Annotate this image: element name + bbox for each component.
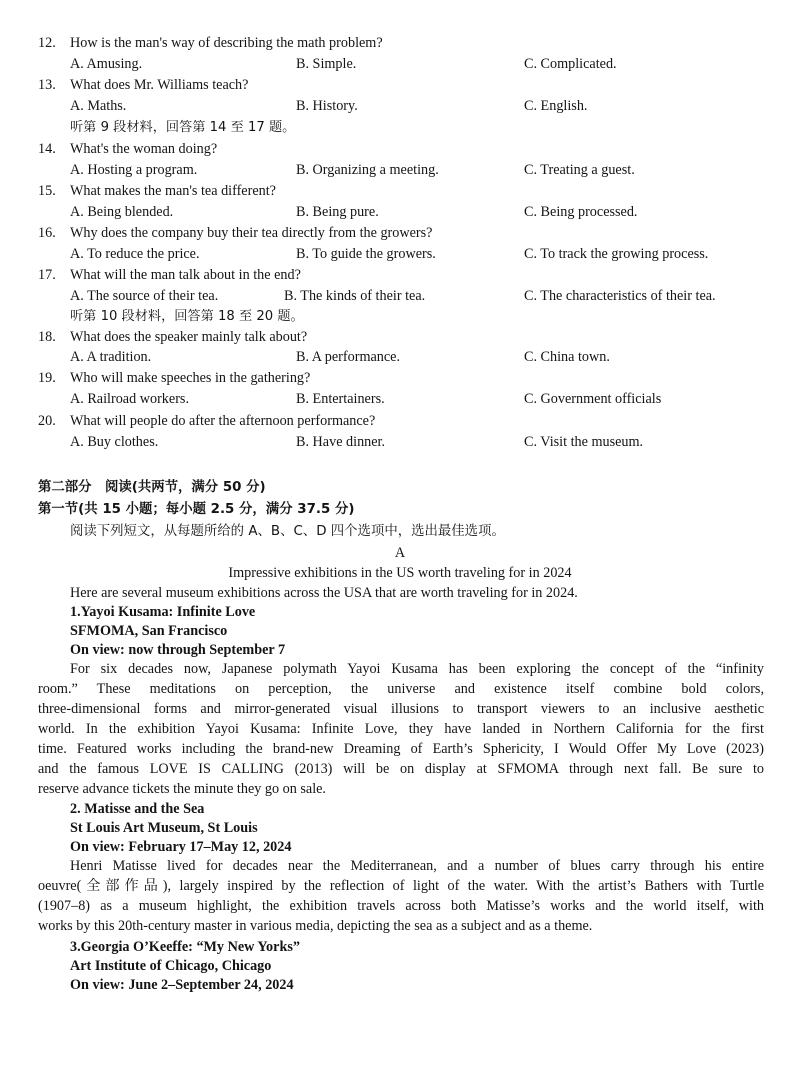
- exhibit-1-dates: On view: now through September 7: [70, 642, 286, 658]
- option-14-c: C. Treating a guest.: [524, 162, 635, 178]
- option-19-c: C. Government officials: [524, 391, 662, 407]
- instruction: 阅读下列短文，从每题所给的 A、B、C、D 四个选项中，选出最佳选项。: [70, 524, 505, 539]
- section-10-note: 听第 10 段材料，回答第 18 至 20 题。: [70, 309, 304, 324]
- exhibit-2-para-line-2: oeuvre(全部作品), largely inspired by the reflection of light of the water. With the artist’s Bathers with Turtle: [38, 878, 764, 894]
- question-13: 13. What does Mr. Williams teach?: [38, 77, 249, 93]
- exhibit-1-venue: SFMOMA, San Francisco: [70, 623, 228, 639]
- exhibit-1-title: 1.Yayoi Kusama: Infinite Love: [70, 604, 256, 620]
- part-title: 第二部分 阅读(共两节，满分 50 分): [38, 480, 266, 495]
- question-19: 19. Who will make speeches in the gathering?: [38, 370, 311, 386]
- option-20-a: A. Buy clothes.: [70, 434, 159, 450]
- option-20-c: C. Visit the museum.: [524, 434, 644, 450]
- section-9-note: 听第 9 段材料，回答第 14 至 17 题。: [70, 120, 296, 135]
- option-19-b: B. Entertainers.: [296, 391, 385, 407]
- option-18-a: A. A tradition.: [70, 349, 152, 365]
- option-18-b: B. A performance.: [296, 349, 401, 365]
- option-15-a: A. Being blended.: [70, 204, 174, 220]
- exhibit-3-venue: Art Institute of Chicago, Chicago: [70, 958, 272, 974]
- passage-title: Impressive exhibitions in the US worth traveling for in 2024: [228, 565, 572, 581]
- option-19-a: A. Railroad workers.: [70, 391, 189, 407]
- exhibit-2-title: 2. Matisse and the Sea: [70, 801, 205, 817]
- exhibit-1-para-line-2: room.” These meditations on perception, the universe and existence itself combine bold colors,: [38, 681, 764, 697]
- exhibit-2-para-line-1: Henri Matisse lived for decades near the Mediterranean, and a number of blues carry through his entire: [70, 858, 764, 874]
- option-12-c: C. Complicated.: [524, 56, 617, 72]
- exhibit-2-venue: St Louis Art Museum, St Louis: [70, 820, 258, 836]
- exhibit-1-para-line-1: For six decades now, Japanese polymath Yayoi Kusama has been exploring the concept of the “infinity: [70, 661, 764, 677]
- exhibit-1-para-line-3: three-dimensional forms and mirror-generated visual illusions to transport viewers to an inclusive aesthetic: [38, 701, 764, 717]
- option-12-a: A. Amusing.: [70, 56, 143, 72]
- exhibit-1-para-line-7: reserve advance tickets the minute they go on sale.: [38, 781, 326, 797]
- passage-letter: A: [394, 545, 406, 561]
- option-18-c: C. China town.: [524, 349, 610, 365]
- option-17-a: A. The source of their tea.: [70, 288, 219, 304]
- option-16-c: C. To track the growing process.: [524, 246, 709, 262]
- exhibit-2-para-line-4: works by this 20th-century master in various media, depicting the sea as a subject and as a theme.: [38, 918, 593, 934]
- option-17-c: C. The characteristics of their tea.: [524, 288, 716, 304]
- question-15: 15. What makes the man's tea different?: [38, 183, 276, 199]
- question-12: 12. How is the man's way of describing the math problem?: [38, 35, 383, 51]
- option-14-a: A. Hosting a program.: [70, 162, 198, 178]
- exhibit-3-dates: On view: June 2–September 24, 2024: [70, 977, 294, 993]
- passage-intro: Here are several museum exhibitions across the USA that are worth traveling for in 2024.: [70, 585, 578, 601]
- option-13-a: A. Maths.: [70, 98, 127, 114]
- question-17: 17. What will the man talk about in the end?: [38, 267, 301, 283]
- option-16-b: B. To guide the growers.: [296, 246, 436, 262]
- option-12-b: B. Simple.: [296, 56, 357, 72]
- option-15-c: C. Being processed.: [524, 204, 638, 220]
- question-18: 18. What does the speaker mainly talk about?: [38, 329, 308, 345]
- option-15-b: B. Being pure.: [296, 204, 379, 220]
- exhibit-3-title: 3.Georgia O’Keeffe: “My New Yorks”: [70, 939, 300, 955]
- option-13-b: B. History.: [296, 98, 358, 114]
- question-16: 16. Why does the company buy their tea directly from the growers?: [38, 225, 433, 241]
- exhibit-1-para-line-6: and the famous LOVE IS CALLING (2013) will be on display at SFMOMA through next fall. Be sure to: [38, 761, 764, 777]
- question-20: 20. What will people do after the afternoon performance?: [38, 413, 376, 429]
- option-16-a: A. To reduce the price.: [70, 246, 200, 262]
- option-20-b: B. Have dinner.: [296, 434, 386, 450]
- exhibit-2-dates: On view: February 17–May 12, 2024: [70, 839, 292, 855]
- option-17-b: B. The kinds of their tea.: [284, 288, 426, 304]
- exhibit-1-para-line-4: world. In the exhibition Yayoi Kusama: Infinite Love, they have landed in Northern California for the first: [38, 721, 764, 737]
- option-13-c: C. English.: [524, 98, 588, 114]
- option-14-b: B. Organizing a meeting.: [296, 162, 439, 178]
- exhibit-2-para-line-3: (1907–8) as a museum highlight, the exhibition travels across both Matisse’s works and the world itself, with: [38, 898, 764, 914]
- section-title: 第一节(共 15 小题；每小题 2.5 分，满分 37.5 分): [38, 502, 355, 517]
- exhibit-1-para-line-5: time. Featured works including the brand-new Dreaming of Earth’s Sphericity, I Would Offer My Love (2023): [38, 741, 764, 757]
- question-14: 14. What's the woman doing?: [38, 141, 218, 157]
